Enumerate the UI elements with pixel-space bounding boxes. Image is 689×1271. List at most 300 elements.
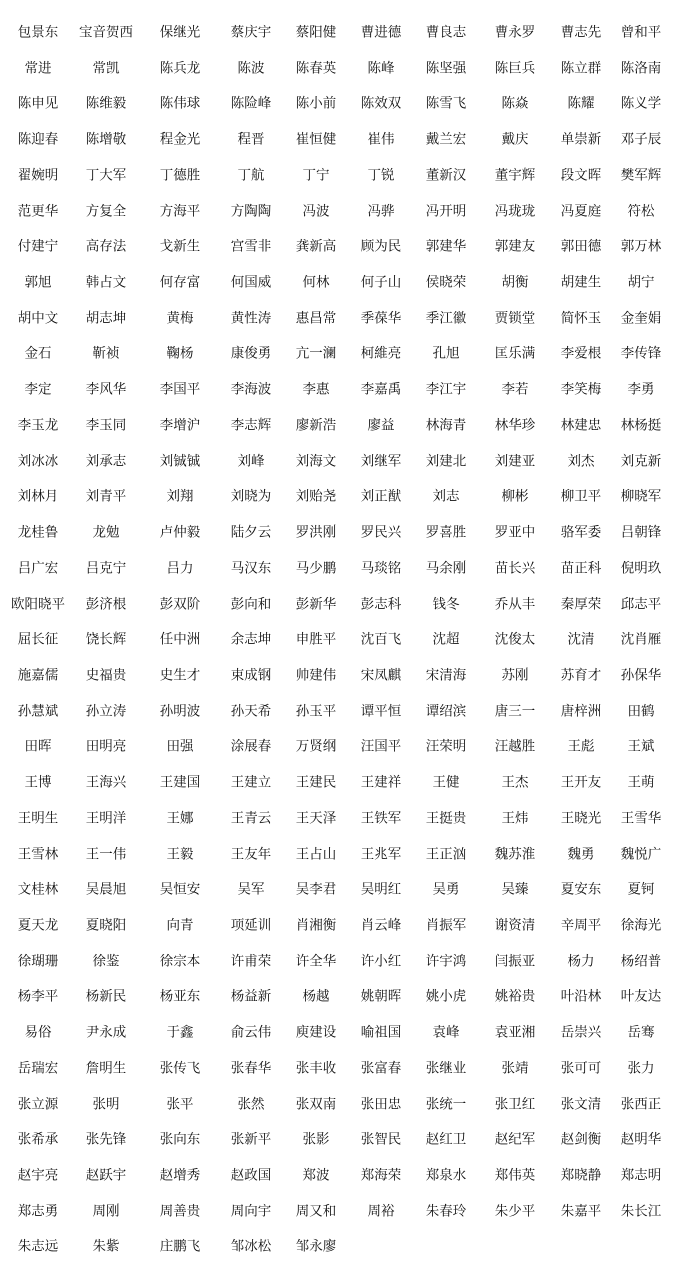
name-item: 朱紫 (92, 1238, 120, 1255)
name-item: 秦厚荣 (560, 595, 602, 612)
name-item: 张田忠 (360, 1095, 402, 1112)
name-item: 陈耀 (567, 95, 595, 112)
name-item: 苏刚 (501, 667, 529, 684)
name-item: 王友年 (230, 845, 272, 862)
name-item: 周善贵 (159, 1203, 201, 1219)
name-item: 龚新高 (295, 238, 337, 255)
name-item: 曹进德 (360, 24, 402, 41)
name-item: 吕力 (166, 560, 194, 577)
name-item: 陈立群 (560, 59, 602, 76)
name-item: 冯珑珑 (494, 202, 536, 219)
name-item: 黄性涛 (230, 310, 272, 326)
name-item: 侯晓荣 (425, 274, 467, 291)
name-item: 肖湘衡 (295, 917, 337, 934)
name-item: 张春华 (230, 1060, 272, 1077)
name-item: 李志辉 (230, 417, 272, 434)
name-item: 罗洪刚 (295, 524, 337, 541)
name-item: 涂展春 (230, 738, 272, 755)
name-item: 孙保华 (620, 667, 662, 684)
name-item: 姚小虎 (425, 988, 467, 1005)
name-item: 张新平 (230, 1131, 272, 1148)
name-item: 陈焱 (501, 95, 529, 112)
name-item: 彭济根 (85, 595, 127, 612)
name-item: 郭田德 (560, 238, 602, 255)
name-item: 杨越 (302, 988, 330, 1005)
name-item: 陈增敬 (85, 131, 127, 148)
name-item: 高存法 (85, 238, 127, 255)
name-item: 丁德胜 (159, 167, 201, 184)
name-item: 施嘉儒 (17, 667, 59, 684)
name-item: 田强 (166, 738, 194, 755)
name-item: 钱冬 (432, 595, 460, 612)
name-item: 孙天希 (230, 702, 272, 719)
name-item: 邹永廖 (295, 1238, 337, 1255)
name-item: 申胜平 (295, 631, 337, 648)
name-item: 刘峰 (237, 452, 265, 469)
name-item: 张西正 (620, 1095, 662, 1112)
name-item: 崔伟 (367, 131, 395, 148)
name-item: 王建祥 (360, 774, 402, 791)
name-item: 简怀玉 (560, 310, 602, 326)
name-item: 田晖 (24, 738, 52, 755)
name-item: 陈洛南 (620, 59, 662, 76)
name-item: 李江宇 (425, 381, 467, 398)
name-item: 马余刚 (425, 560, 467, 577)
name-item: 吴晨旭 (85, 881, 127, 898)
name-item: 王炜 (501, 810, 529, 827)
name-item: 郭旭 (24, 274, 52, 291)
name-item: 金石 (24, 345, 52, 362)
name-item: 王兆军 (360, 845, 402, 862)
name-item: 孙玉平 (295, 702, 337, 719)
name-item: 许全华 (295, 952, 337, 969)
name-item: 丁锐 (367, 167, 395, 184)
name-item: 方陶陶 (230, 202, 272, 219)
name-item: 吴李君 (295, 881, 337, 898)
name-item: 文桂林 (17, 881, 59, 898)
name-item: 徐瑚珊 (17, 952, 59, 969)
name-item: 周刚 (92, 1203, 120, 1219)
name-item: 卢仲毅 (159, 524, 201, 541)
name-item: 闫振亚 (494, 952, 536, 969)
name-item: 丁大军 (85, 167, 127, 184)
name-item: 保继光 (159, 24, 201, 41)
name-item: 陈兵龙 (159, 59, 201, 76)
name-item: 辛周平 (560, 917, 602, 934)
name-item: 张向东 (159, 1131, 201, 1148)
name-item: 刘正猷 (360, 488, 402, 505)
name-item: 孙明波 (159, 702, 201, 719)
name-item: 刘继军 (360, 452, 402, 469)
name-item: 胡志坤 (85, 310, 127, 326)
name-item: 万贤纲 (295, 738, 337, 755)
name-item: 魏勇 (567, 845, 595, 862)
name-item: 李海波 (230, 381, 272, 398)
name-item: 胡衡 (501, 274, 529, 291)
name-item: 李玉同 (85, 417, 127, 434)
name-item: 李增沪 (159, 417, 201, 434)
name-item: 杨益新 (230, 988, 272, 1005)
name-item: 陈义学 (620, 95, 662, 112)
name-item: 屈长征 (17, 631, 59, 648)
name-item: 于鑫 (166, 1024, 194, 1041)
name-item: 惠昌常 (295, 310, 337, 326)
name-item: 张力 (627, 1060, 655, 1077)
name-item: 罗喜胜 (425, 524, 467, 541)
name-item: 陈效双 (360, 95, 402, 112)
name-item: 匡乐满 (494, 345, 536, 362)
name-item: 罗民兴 (360, 524, 402, 541)
name-item: 李爱根 (560, 345, 602, 362)
name-item: 彭向和 (230, 595, 272, 612)
name-item: 徐宗本 (159, 952, 201, 969)
name-item: 金奎娟 (620, 310, 662, 326)
name-item: 龙桂鲁 (17, 524, 59, 541)
name-item: 王占山 (295, 845, 337, 862)
name-item: 林华珍 (494, 417, 536, 434)
name-item: 张继业 (425, 1060, 467, 1077)
name-item: 张然 (237, 1095, 265, 1112)
name-item: 单崇新 (560, 131, 602, 148)
name-item: 王挺贵 (425, 810, 467, 827)
name-item: 贾锁堂 (494, 310, 536, 326)
name-item: 胡宁 (627, 274, 655, 291)
name-item: 曹志先 (560, 24, 602, 41)
name-item: 庄鹏飞 (159, 1238, 201, 1255)
name-item: 王建民 (295, 774, 337, 791)
name-item: 黄梅 (166, 310, 194, 326)
name-item: 翟婉明 (17, 167, 59, 184)
name-item: 郑志明 (620, 1167, 662, 1184)
name-item: 张智民 (360, 1131, 402, 1148)
name-item: 朱志远 (17, 1238, 59, 1255)
name-item: 包景东 (17, 24, 59, 41)
name-item: 戴庆 (501, 131, 529, 148)
name-item: 吴明红 (360, 881, 402, 898)
name-item: 王杰 (501, 774, 529, 791)
name-item: 刘建北 (425, 452, 467, 469)
name-item: 周又和 (295, 1203, 337, 1219)
name-item: 张富春 (360, 1060, 402, 1077)
name-item: 张先锋 (85, 1131, 127, 1148)
name-item: 刘林月 (17, 488, 59, 505)
name-item: 宋清海 (425, 667, 467, 684)
name-item: 董宇辉 (494, 167, 536, 184)
name-item: 沈超 (432, 631, 460, 648)
name-item: 肖振军 (425, 917, 467, 934)
name-item: 何子山 (360, 274, 402, 291)
name-item: 彭志科 (360, 595, 402, 612)
name-item: 沈肖雁 (620, 631, 662, 648)
name-item: 刘青平 (85, 488, 127, 505)
name-item: 张明 (92, 1095, 120, 1112)
name-item: 王明洋 (85, 810, 127, 827)
name-item: 宋凤麒 (360, 667, 402, 684)
name-item: 刘海文 (295, 452, 337, 469)
name-item: 程金光 (159, 131, 201, 148)
name-item: 赵宇亮 (17, 1167, 59, 1184)
name-item: 李惠 (302, 381, 330, 398)
name-item: 张文清 (560, 1095, 602, 1112)
name-item: 陈险峰 (230, 95, 272, 112)
name-item: 曾和平 (620, 24, 662, 41)
name-item: 陆夕云 (230, 524, 272, 541)
name-item: 冯骅 (367, 202, 395, 219)
name-item: 方海平 (159, 202, 201, 219)
name-item: 赵剑衡 (560, 1131, 602, 1148)
name-item: 董新汉 (425, 167, 467, 184)
name-item: 唐梓洲 (560, 702, 602, 719)
name-item: 何存富 (159, 274, 201, 291)
name-item: 倪明玖 (620, 560, 662, 577)
name-item: 宝音贺西 (79, 24, 133, 41)
name-item: 常进 (24, 59, 52, 76)
name-item: 杨李平 (17, 988, 59, 1005)
name-item: 罗亚中 (494, 524, 536, 541)
name-item: 彭双阶 (159, 595, 201, 612)
name-item: 姚朝晖 (360, 988, 402, 1005)
name-item: 王建立 (230, 774, 272, 791)
name-item: 范更华 (17, 202, 59, 219)
name-item: 康俊勇 (230, 345, 272, 362)
name-item: 赵红卫 (425, 1131, 467, 1148)
name-item: 崔恒健 (295, 131, 337, 148)
name-item: 夏钶 (627, 881, 655, 898)
name-item: 柳晓军 (620, 488, 662, 505)
name-item: 张靖 (501, 1060, 529, 1077)
name-item: 冯夏庭 (560, 202, 602, 219)
name-item: 方复全 (85, 202, 127, 219)
name-item: 肖云峰 (360, 917, 402, 934)
name-item: 王一伟 (85, 845, 127, 862)
name-item: 帅建伟 (295, 667, 337, 684)
name-item: 刘志 (432, 488, 460, 505)
name-item: 朱春玲 (425, 1203, 467, 1219)
name-item: 常凯 (92, 59, 120, 76)
name-item: 胡建生 (560, 274, 602, 291)
name-item: 亢一澜 (295, 345, 337, 362)
name-item: 郑志勇 (17, 1203, 59, 1219)
name-item: 郑伟英 (494, 1167, 536, 1184)
name-item: 岳崇兴 (560, 1024, 602, 1041)
name-item: 林建忠 (560, 417, 602, 434)
name-item: 丁宁 (302, 167, 330, 184)
name-item: 杨亚东 (159, 988, 201, 1005)
name-item: 郭建友 (494, 238, 536, 255)
name-item: 郭建华 (425, 238, 467, 255)
name-item: 王健 (432, 774, 460, 791)
name-item: 刘建亚 (494, 452, 536, 469)
name-item: 史福贵 (85, 667, 127, 684)
name-item: 乔从丰 (494, 595, 536, 612)
name-item: 冯开明 (425, 202, 467, 219)
name-item: 林杨挺 (620, 417, 662, 434)
name-item: 吴军 (237, 881, 265, 898)
name-item: 夏安东 (560, 881, 602, 898)
name-item: 冯波 (302, 202, 330, 219)
name-item: 鞠杨 (166, 345, 194, 362)
name-item: 陈波 (237, 59, 265, 76)
name-item: 张统一 (425, 1095, 467, 1112)
name-item: 张立源 (17, 1095, 59, 1112)
name-item: 吕克宁 (85, 560, 127, 577)
name-item: 易俗 (24, 1024, 52, 1041)
name-item: 许甫荣 (230, 952, 272, 969)
name-item: 许宇鸿 (425, 952, 467, 969)
name-item: 马少鹏 (295, 560, 337, 577)
name-item: 赵政国 (230, 1167, 272, 1184)
name-item: 王海兴 (85, 774, 127, 791)
name-item: 陈坚强 (425, 59, 467, 76)
name-item: 樊军辉 (620, 167, 662, 184)
name-item: 苗正科 (560, 560, 602, 577)
name-item: 韩占文 (85, 274, 127, 291)
name-item: 陈申见 (17, 95, 59, 112)
name-item: 朱长江 (620, 1203, 662, 1219)
name-item: 陈春英 (295, 59, 337, 76)
name-item: 袁峰 (432, 1024, 460, 1041)
name-item: 尹永成 (85, 1024, 127, 1041)
name-item: 何林 (302, 274, 330, 291)
name-item: 田明亮 (85, 738, 127, 755)
name-item: 陈巨兵 (494, 59, 536, 76)
name-item: 廖益 (367, 417, 395, 434)
name-item: 沈百飞 (360, 631, 402, 648)
name-item: 吴臻 (501, 881, 529, 898)
name-item: 汪越胜 (494, 738, 536, 755)
name-item: 何国威 (230, 274, 272, 291)
name-item: 苏育才 (560, 667, 602, 684)
name-item: 束成钢 (230, 667, 272, 684)
name-item: 谭平恒 (360, 702, 402, 719)
name-item: 张卫红 (494, 1095, 536, 1112)
name-item: 彭新华 (295, 595, 337, 612)
name-item: 王娜 (166, 810, 194, 827)
name-item: 付建宁 (17, 238, 59, 255)
name-item: 符松 (627, 202, 655, 219)
name-item: 刘翔 (166, 488, 194, 505)
name-item: 饶长辉 (85, 631, 127, 648)
name-item: 王开友 (560, 774, 602, 791)
name-item: 郑泉水 (425, 1167, 467, 1184)
name-item: 胡中文 (17, 310, 59, 326)
name-item: 张影 (302, 1131, 330, 1148)
name-item: 林海青 (425, 417, 467, 434)
name-item: 戈新生 (159, 238, 201, 255)
name-item: 徐海光 (620, 917, 662, 934)
name-item: 俞云伟 (230, 1024, 272, 1041)
name-item: 周向宇 (230, 1203, 272, 1219)
name-item: 顾为民 (360, 238, 402, 255)
name-item: 李传锋 (620, 345, 662, 362)
name-item: 杨新民 (85, 988, 127, 1005)
name-item: 曹良志 (425, 24, 467, 41)
name-item: 段文晖 (560, 167, 602, 184)
name-item: 靳祯 (92, 345, 120, 362)
name-item: 戴兰宏 (425, 131, 467, 148)
name-item: 欧阳晓平 (11, 595, 65, 612)
name-item: 陈迎春 (17, 131, 59, 148)
name-item: 向青 (166, 917, 194, 934)
name-item: 赵纪军 (494, 1131, 536, 1148)
name-item: 陈雪飞 (425, 95, 467, 112)
name-item: 郑海荣 (360, 1167, 402, 1184)
name-item: 吕广宏 (17, 560, 59, 577)
name-item: 柳卫平 (560, 488, 602, 505)
name-item: 王彪 (567, 738, 595, 755)
name-item: 庾建设 (295, 1024, 337, 1041)
name-item: 刘承志 (85, 452, 127, 469)
name-item: 廖新浩 (295, 417, 337, 434)
name-item: 陈伟球 (159, 95, 201, 112)
name-item: 刘杰 (567, 452, 595, 469)
name-item: 张平 (166, 1095, 194, 1112)
name-item: 项延训 (230, 917, 272, 934)
name-item: 苗长兴 (494, 560, 536, 577)
name-item: 詹明生 (85, 1060, 127, 1077)
name-item: 季葆华 (360, 310, 402, 326)
name-item: 沈俊太 (494, 631, 536, 648)
name-item: 陈峰 (367, 59, 395, 76)
name-item: 李勇 (627, 381, 655, 398)
name-item: 张可可 (560, 1060, 602, 1077)
name-item: 吴恒安 (159, 881, 201, 898)
name-item: 夏晓阳 (85, 917, 127, 934)
name-item: 骆军委 (560, 524, 602, 541)
name-item: 王铁军 (360, 810, 402, 827)
name-item: 李风华 (85, 381, 127, 398)
name-item: 李若 (501, 381, 529, 398)
name-item: 蔡阳健 (295, 24, 337, 41)
name-item: 王建国 (159, 774, 201, 791)
name-item: 任中洲 (159, 631, 201, 648)
name-item: 刘贻尧 (295, 488, 337, 505)
name-item: 夏天龙 (17, 917, 59, 934)
name-item: 王正汹 (425, 845, 467, 862)
name-item: 赵明华 (620, 1131, 662, 1148)
name-item: 赵增秀 (159, 1167, 201, 1184)
name-item: 邓子辰 (620, 131, 662, 148)
name-item: 张希承 (17, 1131, 59, 1148)
name-item: 唐三一 (494, 702, 536, 719)
name-item: 赵跃宇 (85, 1167, 127, 1184)
name-item: 叶友达 (620, 988, 662, 1005)
name-item: 王毅 (166, 845, 194, 862)
name-item: 曹永罗 (494, 24, 536, 41)
name-item: 田鹤 (627, 702, 655, 719)
name-item: 柳彬 (501, 488, 529, 505)
name-item: 朱嘉平 (560, 1203, 602, 1219)
name-item: 程晋 (237, 131, 265, 148)
name-item: 吕朝锋 (620, 524, 662, 541)
name-item: 柯維亮 (360, 345, 402, 362)
name-item: 王博 (24, 774, 52, 791)
name-item: 刘克新 (620, 452, 662, 469)
name-item: 郭万林 (620, 238, 662, 255)
name-item: 王天泽 (295, 810, 337, 827)
name-item: 张丰收 (295, 1060, 337, 1077)
name-item: 刘晓为 (230, 488, 272, 505)
name-item: 史生才 (159, 667, 201, 684)
name-item: 沈清 (567, 631, 595, 648)
name-item: 龙勉 (92, 524, 120, 541)
name-item: 李定 (24, 381, 52, 398)
name-item: 魏悦广 (620, 845, 662, 862)
name-item: 周裕 (367, 1203, 395, 1219)
name-item: 岳骞 (627, 1024, 655, 1041)
name-item: 王萌 (627, 774, 655, 791)
name-item: 季江徽 (425, 310, 467, 326)
